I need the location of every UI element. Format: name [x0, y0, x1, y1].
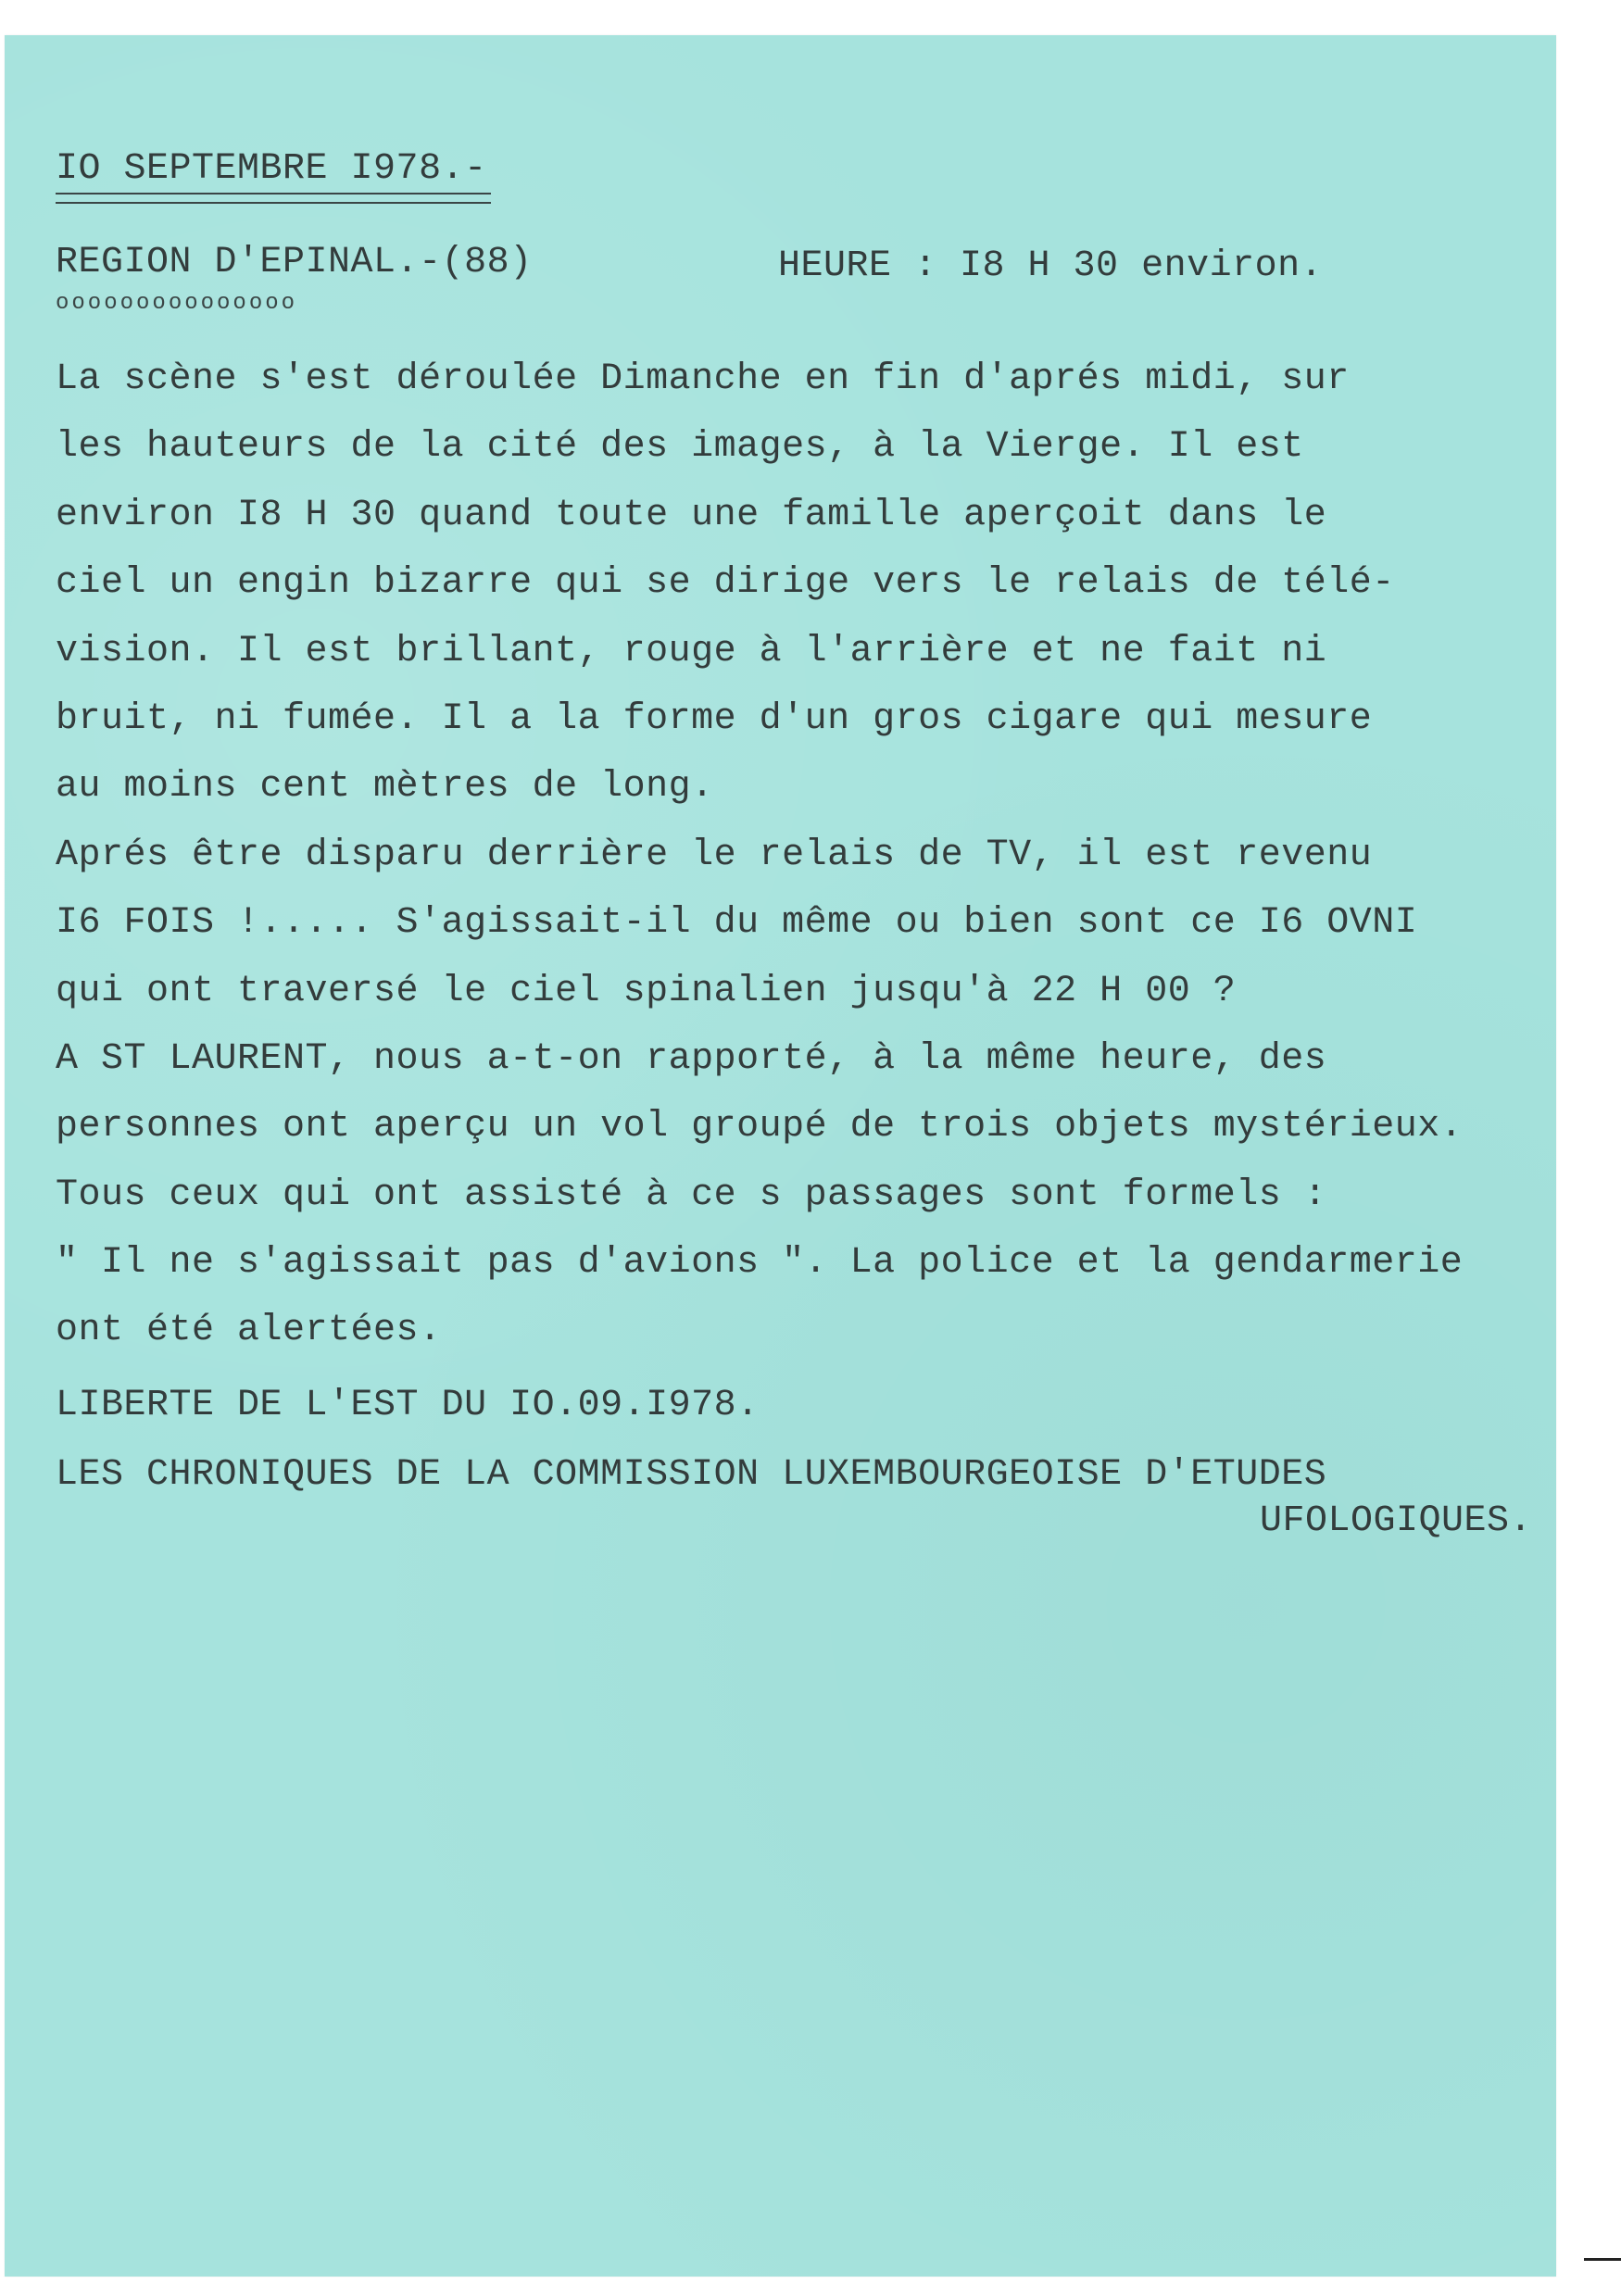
body-line: A ST LAURENT, nous a-t-on rapporté, à la même heure, des	[56, 1037, 1327, 1080]
body-line: ciel un engin bizarre qui se dirige vers le relais de télé-	[56, 562, 1395, 605]
chronicle-credit: LES CHRONIQUES DE LA COMMISSION LUXEMBOURGEOISE D'ETUDES	[56, 1454, 1327, 1496]
body-line: ont été alertées.	[56, 1310, 442, 1352]
body-line: environ I8 H 30 quand toute une famille aperçoit dans le	[56, 494, 1327, 536]
body-line: vision. Il est brillant, rouge à l'arrière et ne fait ni	[56, 630, 1327, 672]
body-line: bruit, ni fumée. Il a la forme d'un gros cigare qui mesure	[56, 697, 1373, 740]
report-body	[56, 358, 1464, 1381]
source-citation: LIBERTE DE L'EST DU IO.09.I978.	[56, 1385, 760, 1426]
body-line: I6 FOIS !..... S'agissait-il du même ou bien sont ce I6 OVNI	[56, 902, 1418, 945]
report-region: REGION D'EPINAL.-(88)	[56, 242, 533, 283]
scan-edge-mark	[1584, 2258, 1621, 2261]
report-date: IO SEPTEMBRE I978.-	[56, 148, 487, 190]
date-double-underline	[56, 193, 491, 204]
body-line: Aprés être disparu derrière le relais de TV, il est revenu	[56, 834, 1373, 876]
document-page	[5, 35, 1556, 2277]
body-line: qui ont traversé le ciel spinalien jusqu'à 22 H 00 ?	[56, 970, 1237, 1012]
body-line: " Il ne s'agissait pas d'avions ". La police et la gendarmerie	[56, 1242, 1464, 1285]
body-line: personnes ont aperçu un vol groupé de trois objets mystérieux.	[56, 1106, 1464, 1148]
body-line: les hauteurs de la cité des images, à la Vierge. Il est	[56, 426, 1304, 469]
report-time: HEURE : I8 H 30 environ.	[778, 245, 1324, 287]
body-line: Tous ceux qui ont assisté à ce s passages sont formels :	[56, 1173, 1327, 1216]
body-line: au moins cent mètres de long.	[56, 766, 714, 809]
body-line: La scène s'est déroulée Dimanche en fin d'aprés midi, sur	[56, 358, 1350, 400]
chronicle-credit-continued: UFOLOGIQUES.	[1260, 1500, 1533, 1542]
region-underline-dots: ooooooooooooooo	[56, 291, 298, 316]
